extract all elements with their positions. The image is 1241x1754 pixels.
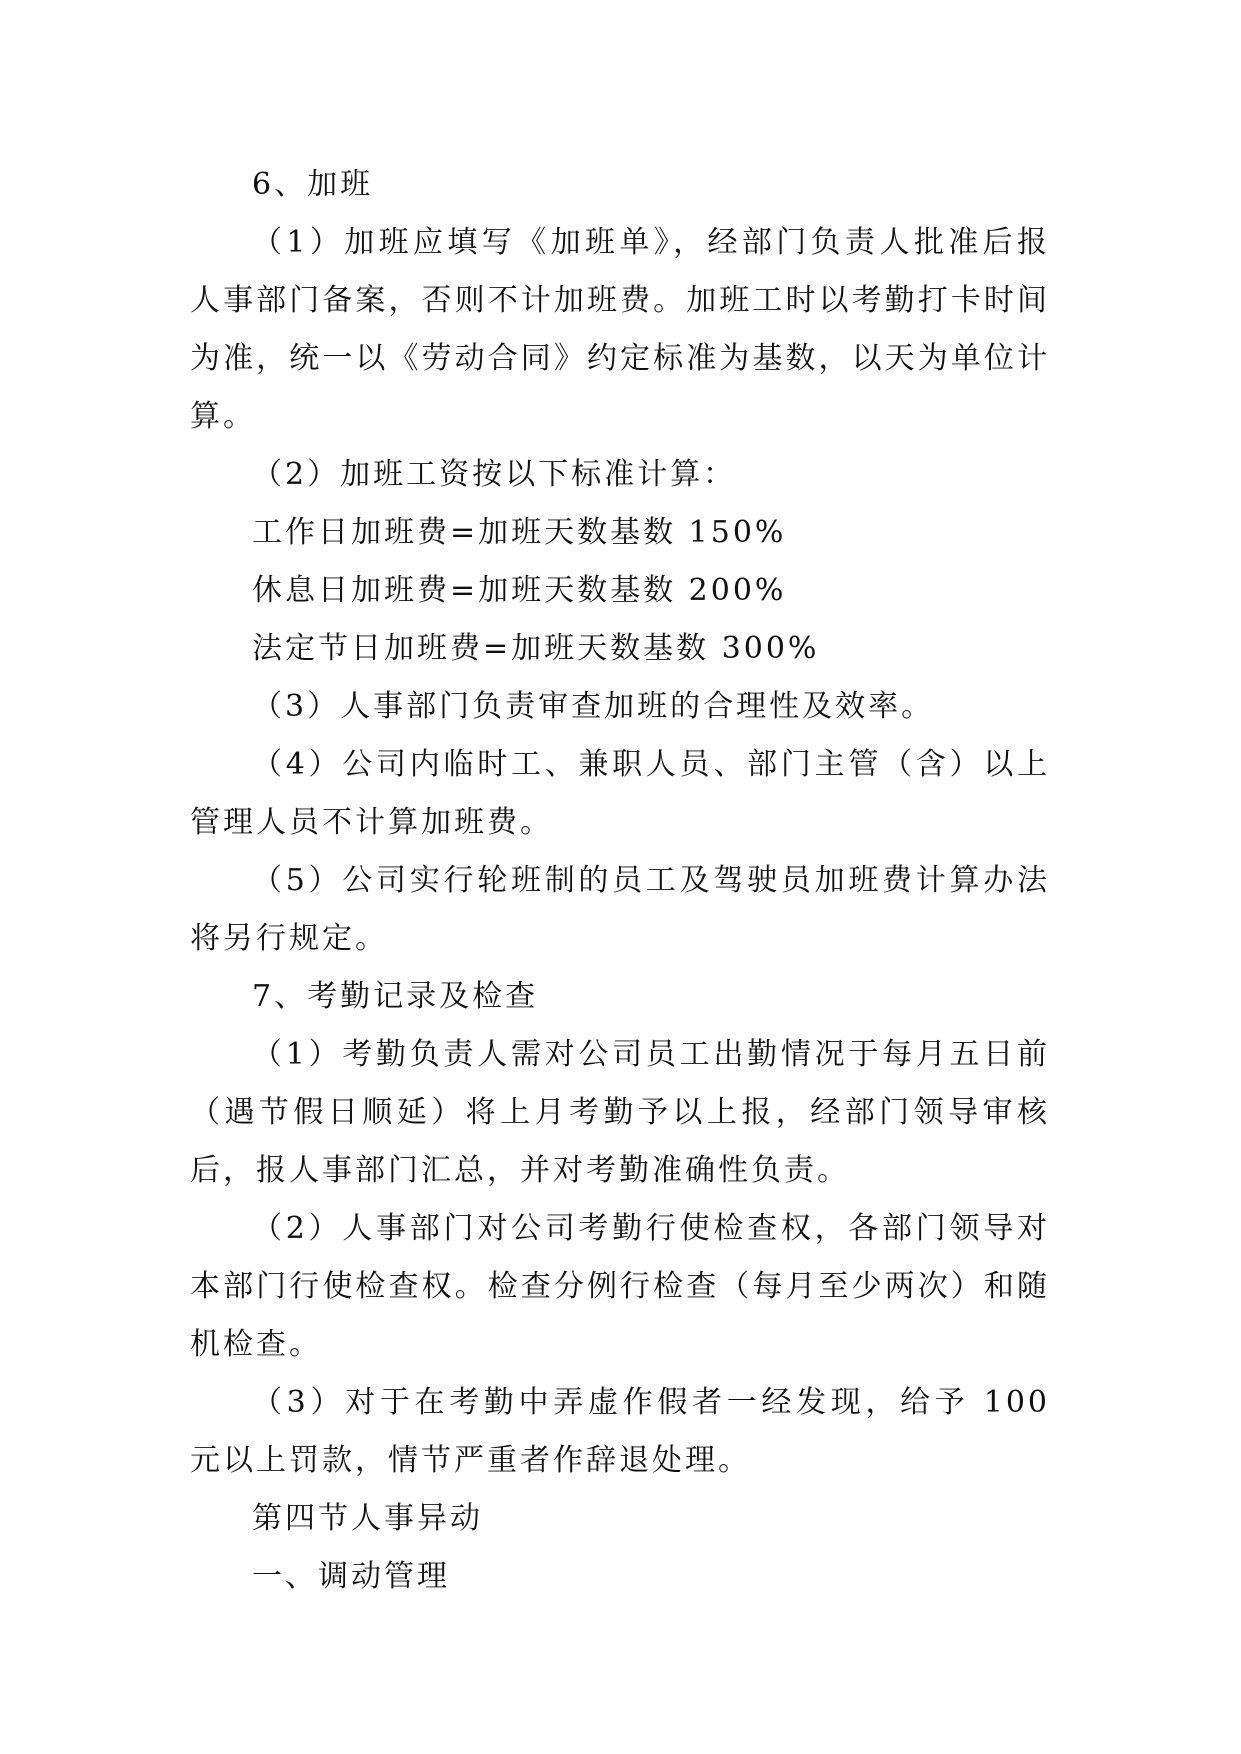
paragraph-shift-workers: （5）公司实行轮班制的员工及驾驶员加班费计算办法将另行规定。 (190, 863, 1050, 956)
section-heading-overtime: 6、加班 (252, 167, 374, 202)
paragraph-overtime-pay-standard: （2）加班工资按以下标准计算： (252, 457, 737, 492)
document-body (190, 156, 1050, 1606)
section-heading-personnel-changes: 第四节人事异动 (252, 1501, 483, 1536)
paragraph-attendance-inspection: （2）人事部门对公司考勤行使检查权，各部门领导对本部门行使检查权。检查分例行检查（每月至少两次）和随机检查。 (190, 1211, 1050, 1362)
paragraph-overtime-review: （3）人事部门负责审查加班的合理性及效率。 (252, 689, 935, 724)
section-heading-transfer-management: 一、调动管理 (252, 1559, 450, 1594)
formula-holiday-overtime: 法定节日加班费=加班天数基数 300% (252, 631, 820, 666)
paragraph-overtime-exclusions: （4）公司内临时工、兼职人员、部门主管（含）以上管理人员不计算加班费。 (190, 747, 1050, 840)
paragraph-overtime-form: （1）加班应填写《加班单》，经部门负责人批准后报人事部门备案，否则不计加班费。加班工时以考勤打卡时间为准，统一以《劳动合同》约定标准为基数，以天为单位计算。 (190, 225, 1050, 434)
section-heading-attendance: 7、考勤记录及检查 (252, 979, 539, 1014)
formula-workday-overtime: 工作日加班费=加班天数基数 150% (252, 515, 787, 550)
paragraph-attendance-report: （1）考勤负责人需对公司员工出勤情况于每月五日前（遇节假日顺延）将上月考勤予以上报，经部门领导审核后，报人事部门汇总，并对考勤准确性负责。 (190, 1037, 1050, 1188)
paragraph-attendance-penalty: （3）对于在考勤中弄虚作假者一经发现，给予 100 元以上罚款，情节严重者作辞退处理。 (190, 1385, 1050, 1478)
formula-restday-overtime: 休息日加班费=加班天数基数 200% (252, 573, 787, 608)
